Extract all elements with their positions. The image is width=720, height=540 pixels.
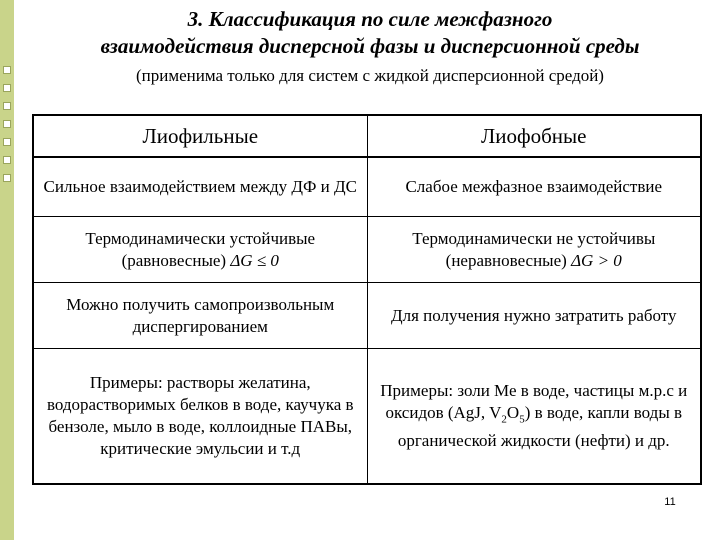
- examples-text-1: Примеры: золи Ме в воде, частицы м.р.с и оксидов (AgJ, V: [380, 380, 688, 422]
- stability-text: Термодинамически устойчивые (равновесные): [85, 228, 316, 270]
- bullet-square-icon: [3, 120, 11, 128]
- sidebar-bullets: [3, 0, 11, 540]
- header-lyophobic: Лиофобные: [367, 115, 701, 157]
- bullet-square-icon: [3, 102, 11, 110]
- gibbs-formula: ΔG ≤ 0: [230, 250, 279, 270]
- cell-preparation-lyophilic: Можно получить самопроизвольным диспергированием: [33, 283, 367, 349]
- cell-stability-lyophobic: [367, 217, 701, 283]
- bullet-square-icon: [3, 66, 11, 74]
- page-number: 11: [664, 496, 676, 508]
- examples-text-3: ) в воде, капли воды в органической жидкости (нефти) и др.: [397, 402, 683, 451]
- subscript: 2: [501, 413, 507, 426]
- title-line-1: 3. Классификация по силе межфазного: [187, 7, 553, 31]
- table-row: [33, 217, 701, 283]
- title-line-2: взаимодействия дисперсной фазы и дисперсионной среды: [100, 34, 640, 58]
- cell-examples-lyophobic: [367, 349, 701, 485]
- bullet-square-icon: [3, 156, 11, 164]
- header-lyophilic: Лиофильные: [33, 115, 367, 157]
- examples-text-2: O: [506, 402, 520, 422]
- cell-interaction-lyophilic: Сильное взаимодействием между ДФ и ДС: [33, 157, 367, 217]
- table-row: [33, 157, 701, 217]
- bullet-square-icon: [3, 138, 11, 146]
- table-row: [33, 349, 701, 485]
- cell-examples-lyophilic: Примеры: растворы желатина, водорастворимых белков в воде, каучука в бензоле, мыло в воде, коллоидные ПАВы, критические эмульсии и т.д: [33, 349, 367, 485]
- cell-stability-lyophilic: [33, 217, 367, 283]
- cell-interaction-lyophobic: Слабое межфазное взаимодействие: [367, 157, 701, 217]
- bullet-square-icon: [3, 84, 11, 92]
- table-row: [33, 283, 701, 349]
- classification-table: [32, 114, 702, 485]
- table-header-row: [33, 115, 701, 157]
- bullet-square-icon: [3, 174, 11, 182]
- slide-title: [30, 6, 710, 60]
- cell-preparation-lyophobic: Для получения нужно затратить работу: [367, 283, 701, 349]
- slide-subtitle: (применима только для систем с жидкой дисперсионной средой): [136, 66, 604, 85]
- stability-text: Термодинамически не устойчивы (неравновесные): [412, 228, 656, 270]
- gibbs-formula: ΔG > 0: [571, 250, 622, 270]
- subscript: 5: [519, 413, 525, 426]
